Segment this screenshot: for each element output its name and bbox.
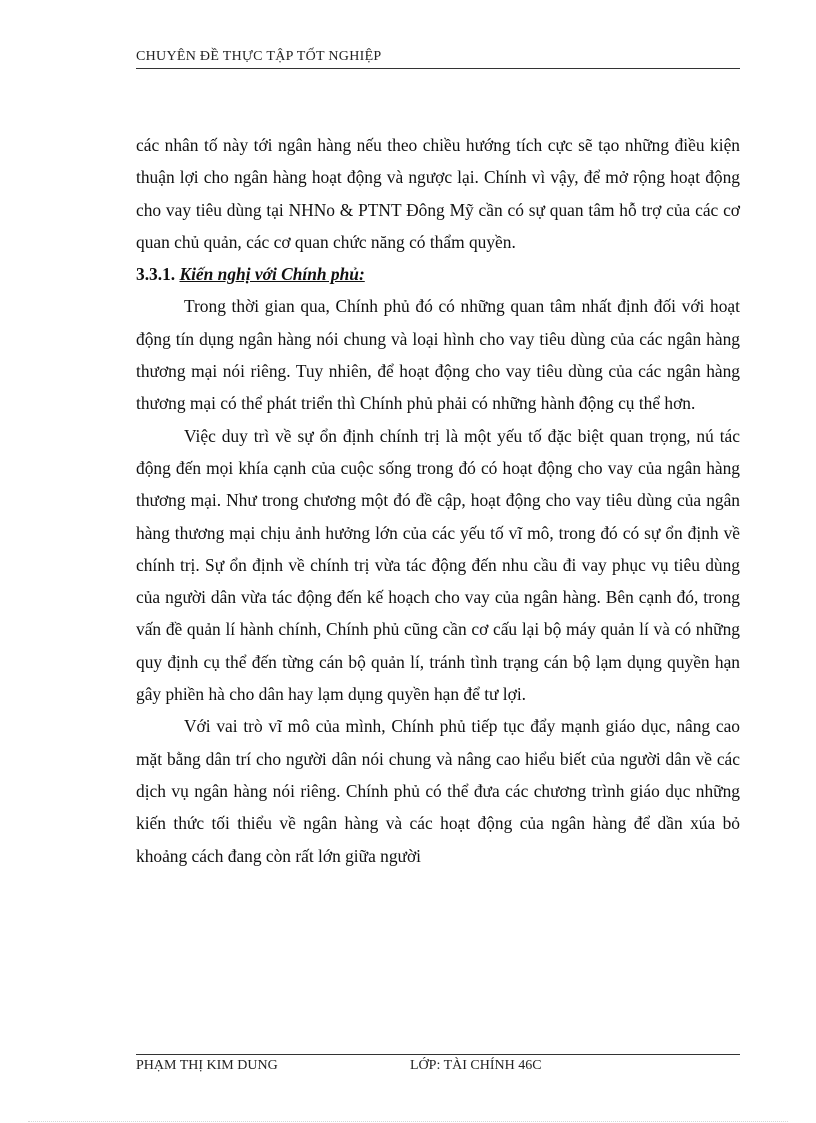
page-bottom-border bbox=[28, 1121, 788, 1122]
footer-author: PHẠM THỊ KIM DUNG bbox=[136, 1058, 278, 1073]
page-header-title: CHUYÊN ĐỀ THỰC TẬP TỐT NGHIỆP bbox=[136, 49, 382, 64]
section-title: Kiến nghị với Chính phủ: bbox=[179, 264, 365, 285]
header-divider bbox=[136, 68, 740, 69]
section-number: 3.3.1. bbox=[136, 264, 176, 285]
paragraph-4: Với vai trò vĩ mô của mình, Chính phủ tiếp tục đẩy mạnh giáo dục, nâng cao mặt bằng dân trí cho người dân nói chung và nâng cao hiểu biết của người dân về các dịch vụ ngân hàng nói riêng. Chính phủ có thể đưa các chương trình giáo dục những kiến thức tối thiểu về ngân hàng và các hoạt động của ngân hàng để dần xúa bỏ khoảng cách đang còn rất lớn giữa người bbox=[136, 716, 740, 866]
footer-divider bbox=[136, 1054, 740, 1055]
paragraph-1: các nhân tố này tới ngân hàng nếu theo chiều hướng tích cực sẽ tạo những điều kiện thuận lợi cho ngân hàng hoạt động và ngược lại. Chính vì vậy, để mở rộng hoạt động cho vay tiêu dùng tại NHNo & PTNT Đông Mỹ cần có sự quan tâm hỗ trợ của các cơ quan chủ quản, các cơ quan chức năng có thẩm quyền. bbox=[136, 135, 740, 252]
section-heading bbox=[136, 258, 740, 290]
paragraph-3: Việc duy trì về sự ổn định chính trị là một yếu tố đặc biệt quan trọng, nú tác động đến mọi khía cạnh của cuộc sống trong đó có hoạt động cho vay của ngân hàng thương mại. Như trong chương một đó đề cập, hoạt động cho vay tiêu dùng của ngân hàng thương mại chịu ảnh hưởng lớn của các yếu tố vĩ mô, trong đó có sự ổn định về chính trị. Sự ổn định về chính trị vừa tác động đến nhu cầu đi vay phục vụ tiêu dùng của người dân vừa tác động đến kế hoạch cho vay của ngân hàng. Bên cạnh đó, trong vấn đề quản lí hành chính, Chính phủ cũng cần cơ cấu lại bộ máy quản lí và có những quy định cụ thể đến từng cán bộ quản lí, tránh tình trạng cán bộ lạm dụng quyền hạn gây phiền hà cho dân hay lạm dụng quyền hạn để tư lợi. bbox=[136, 425, 740, 705]
paragraph-2: Trong thời gian qua, Chính phủ đó có những quan tâm nhất định đối với hoạt động tín dụng ngân hàng nói chung và loại hình cho vay tiêu dùng của các ngân hàng thương mại nói riêng. Tuy nhiên, để hoạt động cho vay tiêu dùng của các ngân hàng thương mại có thể phát triển thì Chính phủ phải có những hành động cụ thể hơn. bbox=[136, 296, 740, 414]
document-body bbox=[136, 129, 740, 872]
footer-class: LỚP: TÀI CHÍNH 46C bbox=[410, 1058, 542, 1073]
